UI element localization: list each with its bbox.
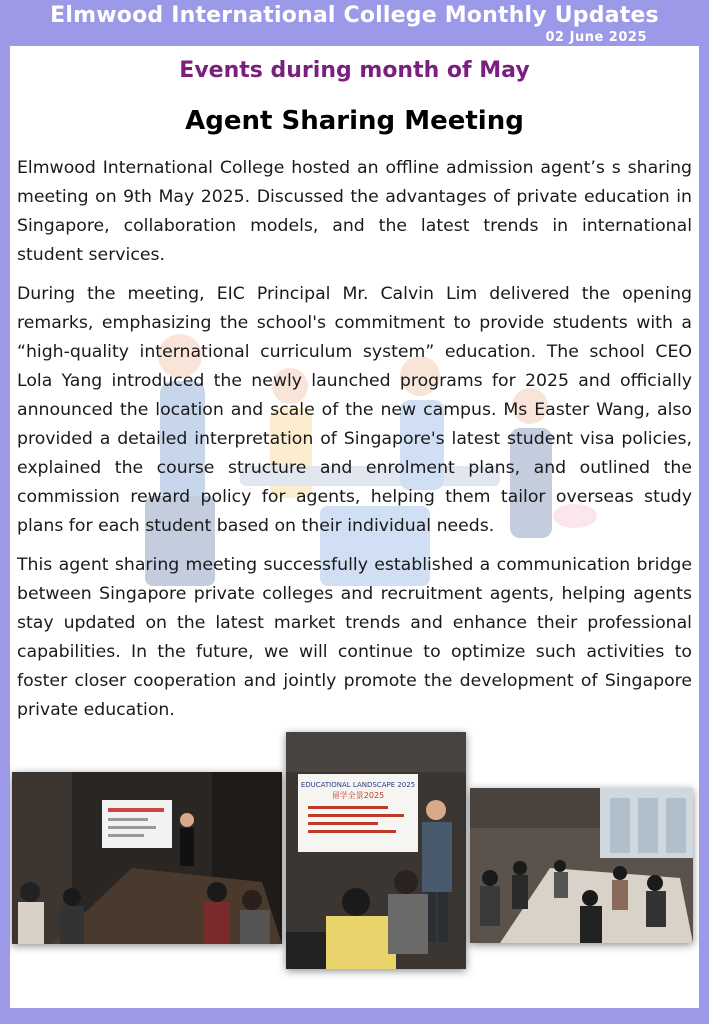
newsletter-title: Elmwood International College Monthly Updates	[50, 3, 659, 28]
newsletter-page	[10, 46, 699, 1008]
slide-subtitle: 留学全景2025	[331, 791, 385, 800]
article-title: Agent Sharing Meeting	[185, 106, 524, 136]
newsletter-date: 02 June 2025	[545, 30, 647, 45]
meeting-photo-speaker	[286, 732, 466, 969]
meeting-photo-presentation	[12, 772, 282, 944]
section-title: Events during month of May	[179, 58, 530, 83]
article-paragraph: During the meeting, EIC Principal Mr. Calvin Lim delivered the opening remarks, emphasizing the school's commitment to provide students with a “high-quality international curriculum system” education. The school CEO Lola Yang introduced the newly launched programs for 2025 and officially announced the location and scale of the new campus. Ms Easter Wang, also provided a detailed interpretation of Singapore's latest student visa policies, explained the course structure and enrolment plans, and outlined the commission reward policy for agents, helping them tailor overseas study plans for each student based on their individual needs.	[17, 284, 692, 536]
article-body	[17, 154, 692, 735]
slide-title: EDUCATIONAL LANDSCAPE 2025	[300, 781, 416, 789]
article-paragraph: This agent sharing meeting successfully established a communication bridge between Singapore private colleges and recruitment agents, helping agents stay updated on the latest market trends and enhance their professional capabilities. In the future, we will continue to optimize such activities to foster closer cooperation and jointly promote the development of Singapore private education.	[17, 555, 692, 720]
article-paragraph: Elmwood International College hosted an offline admission agent’s s sharing meeting on 9th May 2025. Discussed the advantages of private education in Singapore, collaboration models, and the latest trends in international student services.	[17, 158, 692, 265]
meeting-photo-attendees	[470, 788, 693, 943]
footer-band	[0, 1008, 709, 1024]
